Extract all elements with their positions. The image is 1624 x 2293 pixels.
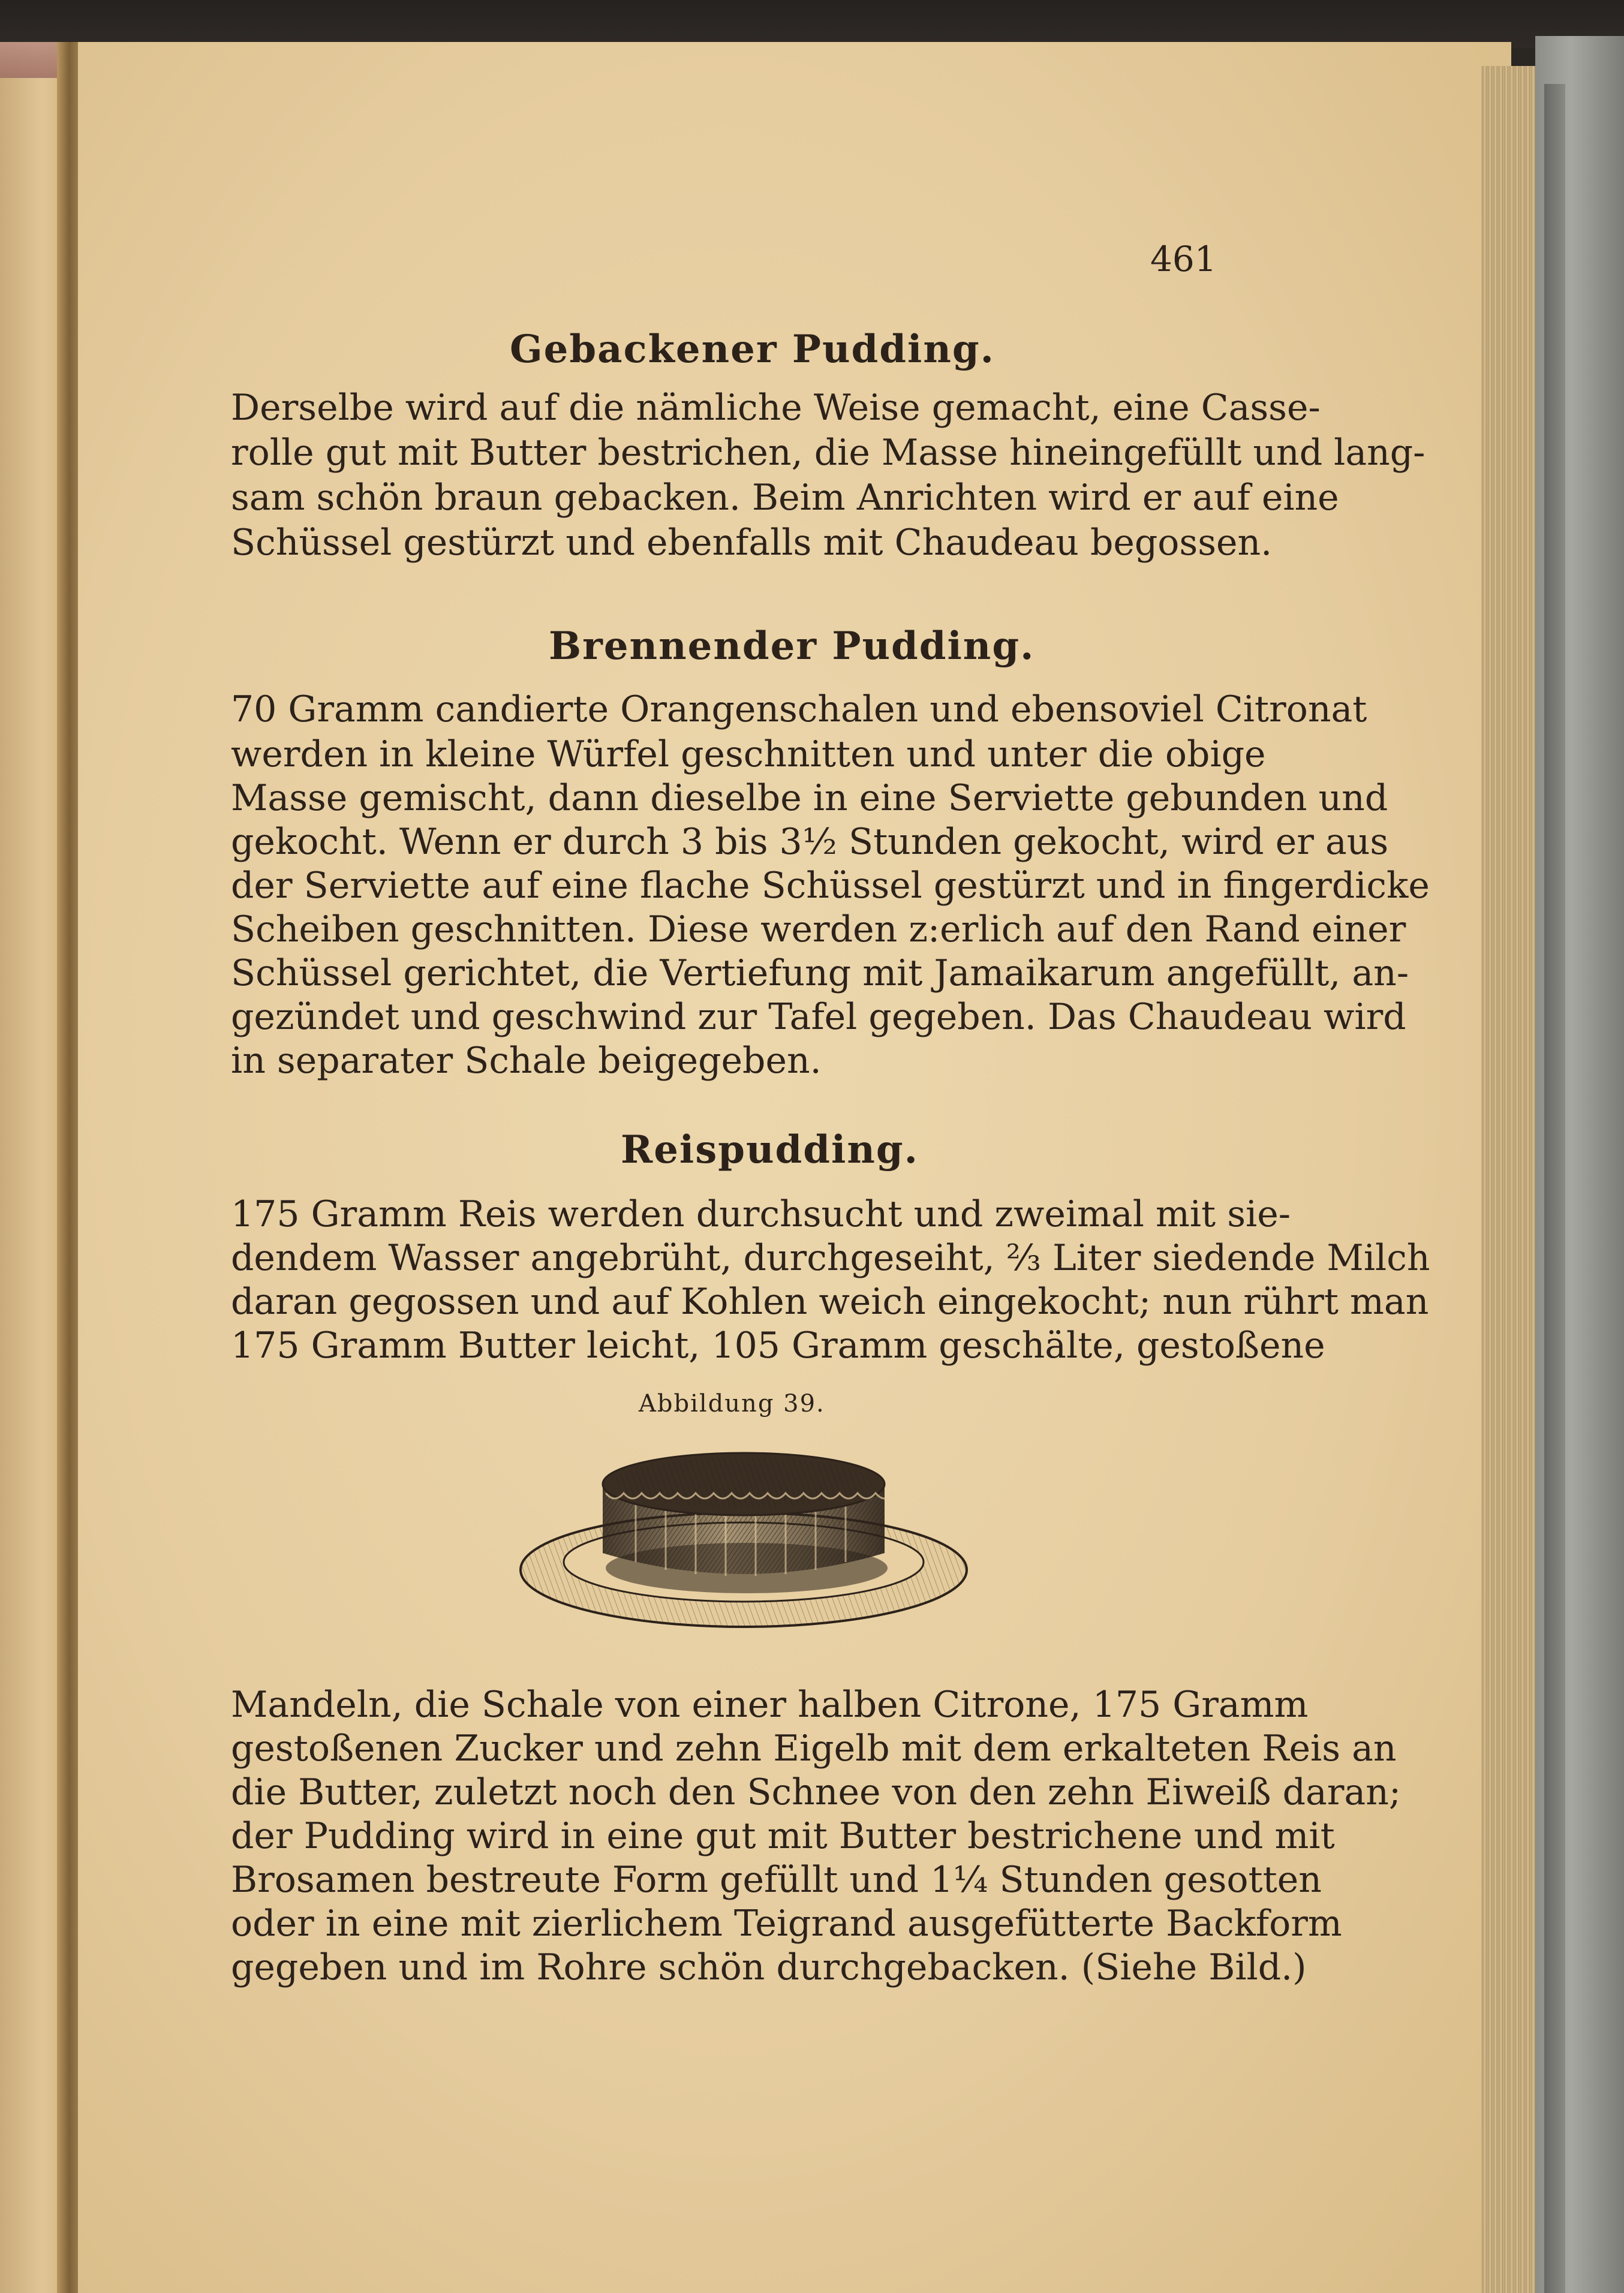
text-line: der Serviette auf eine flache Schüssel gestürzt und in fingerdicke xyxy=(231,865,1430,907)
text-line: 70 Gramm candierte Orangenschalen und ebensoviel Citronat xyxy=(231,688,1367,730)
text-line: Derselbe wird auf die nämliche Weise gemacht, eine Casse- xyxy=(231,387,1321,429)
text-line: Mandeln, die Schale von einer halben Citrone, 175 Gramm xyxy=(231,1684,1309,1726)
text-line: dendem Wasser angebrüht, durchgeseiht, ⅔ Liter siedende Milch xyxy=(231,1237,1430,1279)
dark-background xyxy=(0,0,1624,48)
text-line: Schüssel gerichtet, die Vertiefung mit Jamaikarum angefüllt, an- xyxy=(231,952,1409,994)
text-line: Brosamen bestreute Form gefüllt und 1¼ Stunden gesotten xyxy=(231,1859,1322,1901)
text-line: sam schön braun gebacken. Beim Anrichten wird er auf eine xyxy=(231,477,1339,519)
text-line: Scheiben geschnitten. Diese werden z:erlich auf den Rand einer xyxy=(231,908,1406,950)
text-line: gestoßenen Zucker und zehn Eigelb mit dem erkalteten Reis an xyxy=(231,1728,1397,1770)
text-line: 175 Gramm Butter leicht, 105 Gramm geschälte, gestoßene xyxy=(231,1325,1325,1367)
text-line: gegeben und im Rohre schön durchgebacken. (Siehe Bild.) xyxy=(231,1946,1307,1988)
figure-caption: Abbildung 39. xyxy=(639,1390,825,1418)
section-title-gebackener-pudding: Gebackener Pudding. xyxy=(510,327,995,372)
text-line: daran gegossen und auf Kohlen weich eingekocht; nun rührt man xyxy=(231,1281,1429,1323)
text-line: werden in kleine Würfel geschnitten und unter die obige xyxy=(231,733,1266,775)
text-line: oder in eine mit zierlichem Teigrand ausgefütterte Backform xyxy=(231,1903,1342,1945)
section-title-reispudding: Reispudding. xyxy=(621,1127,919,1172)
text-line: in separater Schale beigegeben. xyxy=(231,1040,822,1082)
text-line: Masse gemischt, dann dieselbe in eine Serviette gebunden und xyxy=(231,777,1388,819)
text-line: rolle gut mit Butter bestrichen, die Masse hineingefüllt und lang- xyxy=(231,432,1425,474)
text-line: 175 Gramm Reis werden durchsucht und zweimal mit sie- xyxy=(231,1193,1291,1235)
cover-edge xyxy=(1544,84,1565,2293)
text-line: Schüssel gestürzt und ebenfalls mit Chaudeau begossen. xyxy=(231,522,1273,564)
text-line: der Pudding wird in eine gut mit Butter bestrichene und mit xyxy=(231,1815,1335,1857)
section-title-brennender-pudding: Brennender Pudding. xyxy=(549,624,1035,669)
text-line: gekocht. Wenn er durch 3 bis 3½ Stunden gekocht, wird er aus xyxy=(231,821,1389,863)
pudding-illustration xyxy=(516,1439,972,1637)
page-number: 461 xyxy=(1150,239,1217,279)
text-line: die Butter, zuletzt noch den Schnee von den zehn Eiweiß daran; xyxy=(231,1771,1402,1813)
text-line: gezündet und geschwind zur Tafel gegeben. Das Chaudeau wird xyxy=(231,996,1406,1038)
